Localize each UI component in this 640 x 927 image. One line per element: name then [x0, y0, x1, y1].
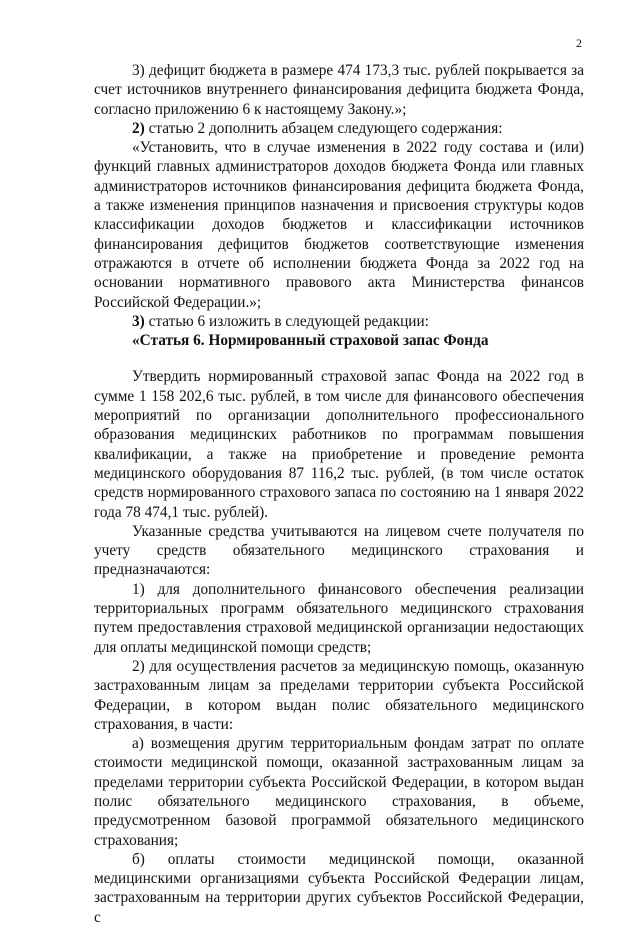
paragraph-purpose-1: 1) для дополнительного финансового обеспечения реализации территориальных программ обязательного медицинского страхования путем предоставления страховой медицинской организации недостающих для оплаты медицинской помощи средств; [94, 580, 584, 656]
document-body [94, 61, 584, 927]
paragraph-purpose-2a: а) возмещения другим территориальным фондам затрат по оплате стоимости медицинской помощи, оказанной застрахованным лицам за пределами территории субъекта Российской Федерации, в котором выдан полис обязательного медицинского страхования, в объеме, предусмотренном базовой программой обязательного медицинского страхования; [94, 735, 584, 849]
paragraph-deficit: 3) дефицит бюджета в размере 474 173,3 тыс. рублей покрывается за счет источников внутреннего финансирования дефицита бюджета Фонда, согласно приложению 6 к настоящему Закону.»; [94, 62, 584, 118]
page-number: 2 [576, 36, 582, 50]
article-6-heading: «Статья 6. Нормированный страховой запас Фонда [132, 332, 489, 350]
paragraph-article-2-text: «Установить, что в случае изменения в 2022 году состава и (или) функций главных администраторов доходов бюджета Фонда или главных администраторов источников финансирования дефицита бюджета Фонда, а также изменения принципов назначения и присвоения структуры кодов классификации доходов бюджетов и классификации источников финансирования дефицитов бюджетов соответствующие изменения отражаются в отчете об исполнении бюджета Фонда за 2022 год на основании нормативного правового акта Министерства финансов Российской Федерации.»; [94, 139, 584, 311]
paragraph-article-2-amendment [94, 119, 584, 138]
item-number: 3) [132, 312, 145, 330]
paragraph-text: статью 2 дополнить абзацем следующего содержания: [144, 119, 503, 137]
paragraph-text: статью 6 изложить в следующей редакции: [144, 312, 429, 330]
paragraph-purpose-2b: б) оплаты стоимости медицинской помощи, оказанной медицинскими организациями субъекта Российской Федерации лицам, застрахованным на территории других субъектов Российской Федерации, с [94, 850, 584, 926]
paragraph-purpose-2: 2) для осуществления расчетов за медицинскую помощь, оказанную застрахованным лицам за пределами территории субъекта Российской Федерации, в котором выдан полис обязательного медицинского страхования, в части: [94, 657, 584, 733]
item-number: 2) [132, 119, 145, 137]
paragraph-funds-purpose: Указанные средства учитываются на лицевом счете получателя по учету средств обязательного медицинского страхования и предназначаются: [94, 522, 584, 579]
paragraph-article-6-amendment [94, 312, 584, 331]
paragraph-reserve-amount: Утвердить нормированный страховой запас Фонда на 2022 год в сумме 1 158 202,6 тыс. рублей, в том числе для финансового обеспечения мероприятий по организации дополнительного профессионального образования медицинских работников по программам повышения квалификации, а также на приобретение и проведение ремонта медицинского оборудования 87 116,2 тыс. рублей, (в том числе остаток средств нормированного страхового запаса по состоянию на 1 января 2022 года 78 474,1 тыс. рублей). [94, 368, 584, 521]
